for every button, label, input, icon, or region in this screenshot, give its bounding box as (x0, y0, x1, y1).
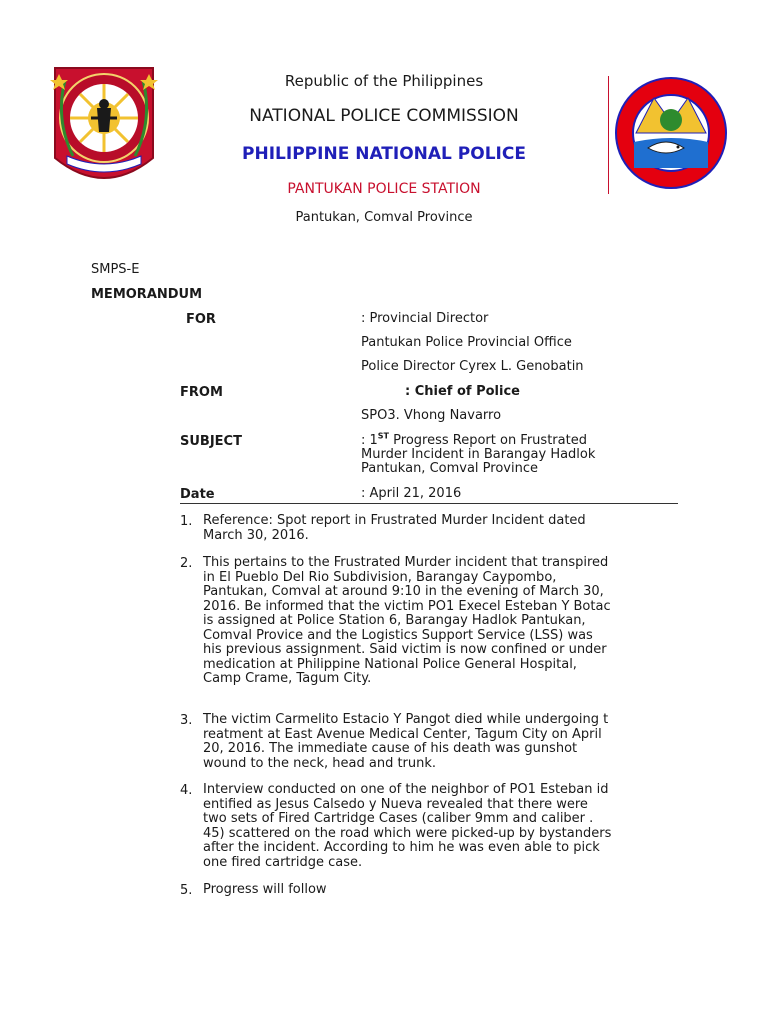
subject-line-2: Murder Incident in Barangay Hadlok (361, 447, 596, 462)
subject-value (361, 431, 596, 476)
item-2-text (203, 556, 611, 687)
item-2-line: medication at Philippine National Police General Hospital, (203, 656, 577, 672)
republic-heading: Republic of the Philippines (284, 72, 484, 90)
item-4-text (203, 783, 611, 870)
location-heading: Pantukan, Comval Province (295, 210, 473, 225)
item-3-number: 3. (180, 713, 193, 728)
item-1-line: Reference: Spot report in Frustrated Murder Incident dated (203, 513, 586, 528)
item-3-line: 20, 2016. The immediate cause of his death was gunshot (203, 741, 578, 756)
from-name: SPO3. Vhong Navarro (361, 408, 502, 423)
item-3-text (203, 713, 608, 771)
for-label: FOR (186, 312, 216, 327)
item-4-line: Interview conducted on one of the neighbor of PO1 Esteban id (203, 782, 609, 797)
item-3-line: wound to the neck, head and trunk. (203, 755, 437, 771)
item-5-line: Progress will follow (203, 882, 327, 897)
for-line-2: Pantukan Police Provincial Office (361, 335, 572, 350)
subject-line-1: Progress Report on Frustrated (389, 433, 587, 448)
item-3-line: The victim Carmelito Estacio Y Pangot died while undergoing t (203, 712, 609, 727)
item-4-line: entified as Jesus Calsedo y Nueva revealed that there were (203, 796, 588, 812)
date-label: Date (180, 487, 215, 502)
date-underline (180, 503, 678, 504)
subject-prefix: : 1 (361, 433, 378, 448)
item-2-line: This pertains to the Frustrated Murder incident that transpired (203, 555, 609, 570)
pantukan-seal-logo (614, 72, 728, 194)
for-line-3: Police Director Cyrex L. Genobatin (361, 359, 584, 374)
item-2-number: 2. (180, 556, 193, 571)
item-3-line: reatment at East Avenue Medical Center, Tagum City on April (203, 726, 602, 742)
reference-code: SMPS-E (91, 262, 140, 277)
from-value: : Chief of Police (405, 384, 520, 399)
commission-heading: NATIONAL POLICE COMMISSION (249, 106, 519, 126)
memorandum-title: MEMORANDUM (91, 287, 203, 302)
item-1-line: March 30, 2016. (203, 527, 309, 543)
item-2-line: his previous assignment. Said victim is now confined or under (203, 642, 607, 657)
item-4-line: one fired cartridge case. (203, 854, 363, 870)
item-1-number: 1. (180, 514, 193, 529)
item-4-line: two sets of Fired Cartridge Cases (caliber 9mm and caliber . (203, 811, 594, 826)
item-1-text (203, 514, 586, 543)
item-2-line: Camp Crame, Tagum City. (203, 671, 372, 686)
from-label: FROM (180, 385, 223, 400)
item-2-line: Pantukan, Comval at around 9:10 in the evening of March 30, (203, 584, 604, 599)
subject-line-3: Pantukan, Comval Province (361, 461, 538, 476)
header-divider (608, 76, 609, 194)
item-4-number: 4. (180, 783, 193, 798)
item-4-line: 45) scattered on the road which were picked-up by bystanders (203, 825, 612, 841)
item-5-number: 5. (180, 883, 193, 898)
station-heading: PANTUKAN POLICE STATION (287, 181, 481, 197)
item-5-text (203, 883, 327, 898)
item-2-line: Comval Provice and the Logistics Support Service (LSS) was (203, 627, 593, 643)
item-4-line: after the incident. According to him he was even able to pick (203, 840, 600, 855)
date-value: : April 21, 2016 (361, 486, 462, 501)
pnp-heading: PHILIPPINE NATIONAL POLICE (242, 144, 526, 164)
for-line-1: : Provincial Director (361, 311, 489, 326)
subject-label: SUBJECT (180, 434, 242, 449)
item-2-line: in El Pueblo Del Rio Subdivision, Barangay Caypombo, (203, 569, 557, 585)
subject-ordinal: ST (377, 431, 390, 441)
item-2-line: is assigned at Police Station 6, Barangay Hadlok Pantukan, (203, 613, 586, 628)
item-2-line: 2016. Be informed that the victim PO1 Execel Esteban Y Botac (203, 598, 611, 614)
